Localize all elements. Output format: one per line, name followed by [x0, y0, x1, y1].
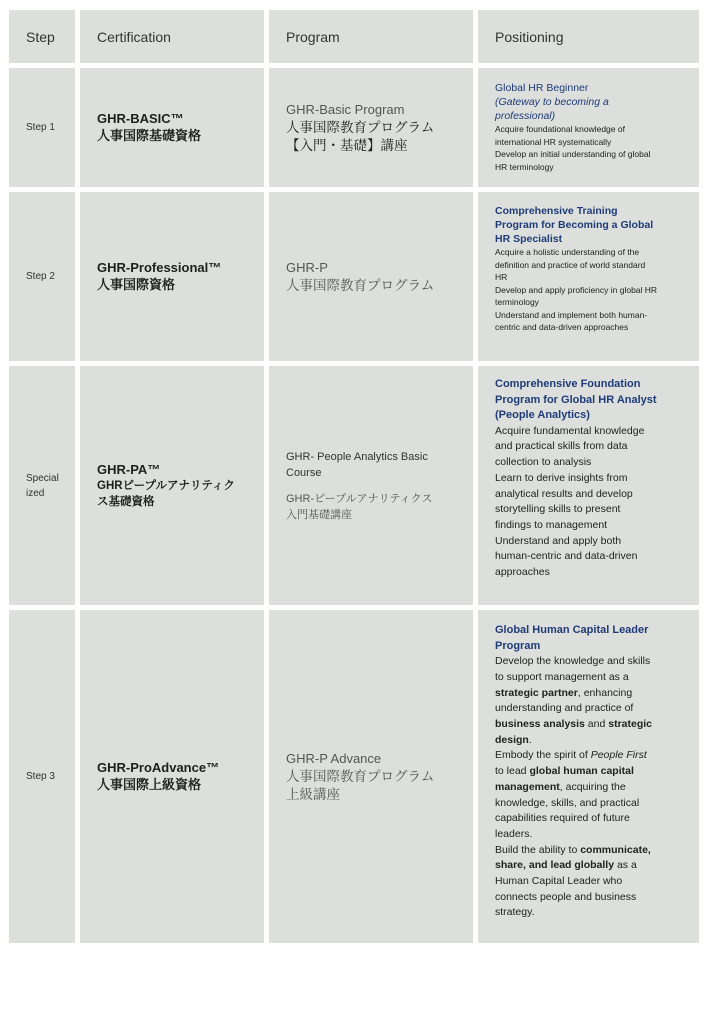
row4-pos-text: Build the ability to: [495, 843, 581, 856]
row2-cert-en: GHR-Professional™: [97, 260, 222, 275]
row2-pos-line: terminology: [495, 297, 539, 307]
row4-pos-line: to support management as a: [495, 670, 629, 683]
row1-step: [9, 68, 75, 187]
row3-prog-en1: GHR- People Analytics Basic: [286, 450, 428, 463]
row1-prog-line1: GHR-Basic Program: [286, 101, 405, 117]
row4-pos-line: [495, 843, 689, 859]
row3-pos-line: human-centric and data-driven: [495, 550, 638, 563]
row4-pos-text: as a: [614, 859, 637, 872]
header-certification-label: Certification: [97, 28, 171, 45]
row3-pos-line: storytelling skills to present: [495, 503, 621, 516]
row4-pos-bold: strategic: [608, 718, 653, 730]
row4-pos-line: [495, 780, 689, 796]
row1-pos-sub2: professional): [495, 110, 556, 122]
row4-pos-line: [495, 733, 689, 749]
row4-pos-text: , enhancing: [577, 686, 633, 699]
row2-prog-line1: GHR-P: [286, 259, 328, 275]
row3-positioning: [478, 366, 699, 605]
row1-pos-line: Acquire foundational knowledge of: [495, 124, 625, 134]
row3-pos-line: collection to analysis: [495, 456, 592, 469]
row4-pos-line: capabilities required of future: [495, 812, 630, 825]
row4-positioning: [478, 610, 699, 943]
row4-step: [9, 610, 75, 943]
row3-cert-en: GHR-PA™: [97, 462, 161, 477]
row1-pos-sub1: (Gateway to becoming a: [495, 96, 609, 108]
row1-prog-line2: 人事国際教育プログラム: [286, 119, 435, 135]
header-program: [269, 10, 473, 63]
row4-step-label: Step 3: [26, 771, 55, 782]
row4-pos-text: and: [584, 718, 609, 730]
row3-prog-ja1: GHR-ピープルアナリティクス: [286, 492, 433, 505]
header-program-label: Program: [286, 28, 340, 45]
row1-positioning: [478, 68, 699, 187]
row1-pos-line: Develop an initial understanding of global: [495, 149, 651, 159]
row2-prog-line2: 人事国際教育プログラム: [286, 277, 435, 293]
row3-pos-line: analytical results and develop: [495, 487, 633, 500]
row4-pos-title: Global Human Capital Leader: [495, 624, 649, 636]
row3-pos-title: Comprehensive Foundation: [495, 378, 641, 390]
row3-pos-line: and practical skills from data: [495, 440, 628, 453]
row4-cert-en: GHR-ProAdvance™: [97, 760, 220, 775]
row4-pos-bold: global human capital: [529, 765, 634, 778]
header-step-label: Step: [26, 28, 55, 45]
header-certification: [80, 10, 264, 63]
row4-program: [269, 610, 473, 943]
header-positioning: [478, 10, 699, 63]
row3-prog-gap: [286, 481, 465, 491]
row4-pos-line: leaders.: [495, 827, 533, 840]
row2-pos-line: Acquire a holistic understanding of the: [495, 247, 640, 257]
row4-pos-line: [495, 858, 689, 874]
row2-pos-line: definition and practice of world standard: [495, 259, 646, 270]
row1-step-label: Step 1: [26, 122, 55, 133]
row3-cert-ja2: ス基礎資格: [97, 496, 155, 508]
row3-certification: [80, 366, 264, 605]
row2-pos-title: Comprehensive Training: [495, 205, 618, 217]
row4-pos-bold: strategic partner: [495, 686, 578, 699]
row1-pos-line: HR terminology: [495, 161, 554, 172]
row3-prog-en2: Course: [286, 466, 322, 479]
row1-program: [269, 68, 473, 187]
row4-prog-line2: 人事国際教育プログラム: [286, 768, 435, 784]
row4-pos-line: Human Capital Leader who: [495, 875, 623, 888]
row4-pos-bold: communicate,: [580, 843, 651, 856]
row1-certification: [80, 68, 264, 187]
row3-step-line2: ized: [26, 487, 45, 499]
row4-pos-line: [495, 717, 689, 733]
row4-pos-text: Embody the spirit of: [495, 749, 591, 762]
row1-prog-line3: 【入門・基礎】講座: [286, 137, 408, 153]
row2-pos-title: HR Specialist: [495, 233, 563, 245]
row3-program: [269, 366, 473, 605]
row2-step-label: Step 2: [26, 271, 55, 282]
row4-pos-line: connects people and business: [495, 890, 637, 903]
row2-pos-line: centric and data-driven approaches: [495, 322, 629, 332]
row4-pos-line: Develop the knowledge and skills: [495, 655, 651, 668]
row3-cert-ja1: GHRピープルアナリティク: [97, 480, 235, 492]
row3-step-line1: Special: [26, 472, 59, 484]
row4-pos-bold: share, and lead globally: [495, 859, 615, 872]
row2-pos-title: Program for Becoming a Global: [495, 219, 654, 231]
row4-cert-ja: 人事国際上級資格: [97, 777, 202, 792]
row3-pos-title: (People Analytics): [495, 409, 590, 422]
row4-pos-line: understanding and practice of: [495, 702, 634, 715]
row3-pos-line: findings to management: [495, 519, 608, 531]
row1-cert-ja: 人事国際基礎資格: [97, 128, 202, 143]
row4-pos-line: [495, 686, 689, 702]
row4-pos-line: [495, 764, 689, 780]
row3-pos-line: Understand and apply both: [495, 534, 622, 547]
row1-cert-en: GHR-BASIC™: [97, 111, 184, 126]
row1-pos-title: Global HR Beginner: [495, 82, 589, 94]
header-step: [9, 10, 75, 63]
row4-pos-italic: People First: [590, 749, 647, 762]
row4-prog-line3: 上級講座: [286, 786, 340, 802]
row4-pos-line: knowledge, skills, and practical: [495, 796, 640, 809]
row3-pos-line: approaches: [495, 566, 550, 579]
row3-pos-title: Program for Global HR Analyst: [495, 393, 657, 406]
header-positioning-label: Positioning: [495, 28, 564, 45]
row4-prog-line1: GHR-P Advance: [286, 750, 382, 766]
row2-pos-line: HR: [495, 272, 508, 282]
row4-pos-title: Program: [495, 639, 541, 652]
row2-pos-line: Understand and implement both human-: [495, 309, 648, 320]
row4-pos-line: [495, 748, 689, 764]
row2-positioning: [478, 192, 699, 361]
row3-pos-line: Acquire fundamental knowledge: [495, 424, 645, 437]
row3-pos-line: Learn to derive insights from: [495, 471, 628, 484]
row2-pos-line: Develop and apply proficiency in global HR: [495, 284, 658, 295]
row4-pos-bold: management: [495, 780, 560, 793]
row4-pos-text: .: [528, 733, 532, 746]
certification-table: [9, 10, 699, 943]
row3-step: [9, 366, 75, 605]
row4-pos-line: strategy.: [495, 906, 535, 919]
row3-prog-ja2: 入門基礎講座: [286, 508, 352, 521]
row2-program: [269, 192, 473, 361]
row2-step: [9, 192, 75, 361]
row4-certification: [80, 610, 264, 943]
row4-pos-bold: design: [495, 733, 529, 746]
row4-pos-text: , acquiring the: [559, 780, 626, 793]
row2-cert-ja: 人事国際資格: [97, 277, 176, 292]
row1-pos-line: international HR systematically: [495, 136, 612, 147]
row4-pos-text: to lead: [495, 765, 530, 778]
row2-certification: [80, 192, 264, 361]
row4-pos-bold: business analysis: [495, 718, 585, 730]
